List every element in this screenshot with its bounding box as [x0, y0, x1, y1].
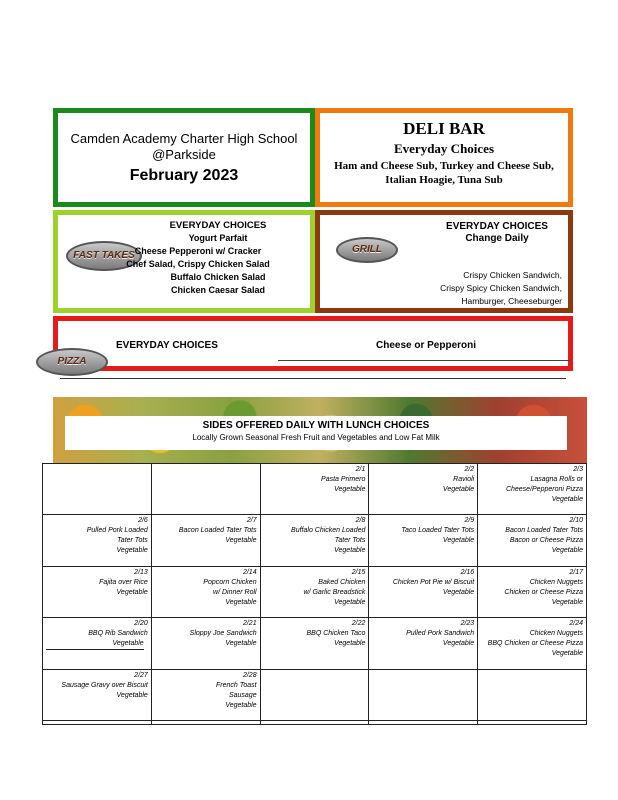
day-date: 2/21 — [242, 620, 257, 628]
menu-line: Cheese/Pepperoni Pizza — [505, 486, 583, 493]
fast-takes-item: Buffalo Chicken Salad — [170, 272, 266, 282]
menu-line: Chicken Nuggets — [529, 630, 583, 638]
fast-takes-item: Yogurt Parfait — [188, 233, 248, 243]
day-date: 2/6 — [138, 517, 148, 525]
fast-takes-badge: FAST TAKES — [66, 241, 142, 271]
day-date: 2/15 — [351, 568, 366, 576]
menu-line: Vegetable — [116, 588, 148, 596]
calendar-day-cell — [260, 721, 369, 725]
pizza-box — [53, 316, 573, 371]
fast-takes-heading: EVERYDAY CHOICES — [169, 220, 267, 231]
calendar-day-cell — [151, 566, 260, 617]
menu-line: Popcorn Chicken — [203, 578, 257, 586]
menu-line: BBQ Chicken or Cheese Pizza — [487, 640, 583, 648]
menu-line: Vegetable — [551, 598, 583, 606]
menu-line: w/ Garlic Breadstick — [303, 588, 366, 596]
fast-takes-list — [126, 219, 288, 297]
menu-line: Vegetable — [551, 547, 583, 555]
menu-line: Chicken Pot Pie w/ Biscuit — [392, 578, 475, 586]
menu-line: Vegetable — [442, 640, 475, 648]
sides-subtitle: Locally Grown Seasonal Fresh Fruit and Vegetables and Low Fat Milk — [192, 433, 440, 442]
sides-banner-image — [53, 397, 587, 463]
calendar-day-cell — [478, 669, 587, 720]
calendar-day-cell — [478, 515, 587, 566]
sides-title: SIDES OFFERED DAILY WITH LUNCH CHOICES — [202, 420, 430, 431]
grill-subheading: Change Daily — [465, 233, 529, 244]
calendar-week — [43, 618, 587, 669]
school-line2: @Parkside — [152, 147, 216, 162]
calendar-day-cell — [260, 464, 369, 515]
calendar-week — [43, 464, 587, 515]
pizza-heading: EVERYDAY CHOICES — [116, 340, 218, 351]
calendar-day-cell — [151, 515, 260, 566]
menu-line: Vegetable — [442, 537, 475, 545]
menu-line: Tater Tots — [334, 537, 366, 545]
day-date: 2/20 — [134, 620, 148, 628]
grill-box — [315, 210, 573, 313]
deli-items-line1: Ham and Cheese Sub, Turkey and Cheese Sub, — [334, 160, 554, 172]
day-date: 2/10 — [569, 517, 583, 525]
calendar-day-cell — [43, 721, 152, 725]
menu-line: Pulled Pork Sandwich — [406, 630, 475, 638]
fast-takes-item: Cheese Pepperoni w/ Cracker — [134, 246, 262, 256]
menu-line: Sausage — [228, 691, 257, 699]
menu-line: Bacon Loaded Tater Tots — [505, 527, 583, 535]
menu-line: Vegetable — [225, 598, 257, 606]
day-date: 2/28 — [242, 671, 257, 679]
sides-banner — [65, 416, 567, 450]
calendar-week — [43, 515, 587, 566]
school-name — [58, 131, 310, 163]
day-date: 2/3 — [573, 466, 583, 473]
menu-line: Fajita over Rice — [99, 578, 148, 586]
day-date: 2/1 — [355, 466, 366, 473]
menu-line: Chicken or Cheese Pizza — [504, 588, 583, 596]
menu-line: Vegetable — [551, 496, 583, 503]
grill-heading: EVERYDAY CHOICES — [446, 221, 548, 232]
grill-heading-block — [422, 221, 572, 245]
calendar-day-cell — [369, 515, 478, 566]
school-line1: Camden Academy Charter High School — [70, 131, 298, 146]
grill-badge: GRILL — [336, 237, 398, 263]
calendar-day-cell — [151, 721, 260, 725]
menu-line: Ravioli — [453, 476, 475, 483]
calendar-day-cell — [260, 566, 369, 617]
pizza-underline — [278, 360, 570, 361]
menu-line: Vegetable — [442, 588, 475, 596]
grill-items — [440, 269, 562, 308]
day-date: 2/16 — [460, 568, 475, 576]
day-date: 2/22 — [351, 620, 366, 628]
menu-line: French Toast — [215, 681, 257, 689]
calendar-day-cell — [478, 566, 587, 617]
calendar-week — [43, 721, 587, 725]
grill-item: Crispy Chicken Sandwich, — [463, 270, 562, 280]
calendar-day-cell — [369, 566, 478, 617]
menu-line: BBQ Rib Sandwich — [88, 630, 148, 638]
menu-line: Vegetable — [442, 486, 475, 493]
calendar-day-cell — [43, 618, 152, 669]
calendar-day-cell — [369, 721, 478, 725]
school-header — [53, 108, 315, 207]
deli-title: DELI BAR — [403, 119, 485, 138]
day-date: 2/17 — [569, 568, 583, 576]
day-date: 2/7 — [246, 517, 257, 525]
menu-line: Vegetable — [334, 486, 366, 493]
menu-line: Vegetable — [334, 640, 366, 648]
menu-line: Bacon or Cheese Pizza — [509, 537, 583, 545]
divider-line — [60, 378, 566, 379]
calendar-week — [43, 566, 587, 617]
grill-item: Hamburger, Cheeseburger — [461, 296, 562, 306]
menu-line: Vegetable — [225, 537, 257, 545]
menu-month: February 2023 — [129, 167, 239, 184]
calendar-day-cell — [43, 669, 152, 720]
fast-takes-item: Chicken Caesar Salad — [170, 285, 266, 295]
menu-line: Chicken Nuggets — [529, 578, 583, 586]
calendar-week — [43, 669, 587, 720]
menu-line: Vegetable — [334, 598, 366, 606]
menu-line: BBQ Chicken Taco — [306, 630, 366, 638]
menu-line: Bacon Loaded Tater Tots — [178, 527, 257, 535]
fast-takes-box — [53, 210, 315, 313]
calendar-day-cell — [369, 618, 478, 669]
calendar-day-cell — [43, 515, 152, 566]
deli-items-line2: Italian Hoagie, Tuna Sub — [385, 174, 503, 186]
day-date: 2/24 — [569, 620, 583, 628]
menu-line: Vegetable — [225, 701, 257, 709]
deli-subtitle: Everyday Choices — [393, 141, 495, 156]
menu-line: Sloppy Joe Sandwich — [189, 630, 257, 638]
calendar-day-cell — [260, 618, 369, 669]
menu-line: Pasta Primero — [321, 476, 366, 483]
pizza-badge: PIZZA — [36, 348, 108, 376]
day-date: 2/8 — [355, 517, 366, 525]
day-date: 2/23 — [460, 620, 475, 628]
calendar-day-cell — [369, 464, 478, 515]
menu-line: Pulled Pork Loaded — [86, 527, 148, 535]
grill-item: Crispy Spicy Chicken Sandwich, — [440, 283, 562, 293]
menu-line: Vegetable — [116, 691, 148, 699]
menu-line: Lasagna Rolls or — [530, 476, 583, 483]
calendar-day-cell — [260, 669, 369, 720]
deli-bar-box — [315, 108, 573, 207]
pizza-choice: Cheese or Pepperoni — [376, 340, 477, 351]
day-date: 2/14 — [242, 568, 257, 576]
calendar-day-cell — [478, 721, 587, 725]
lunch-calendar — [42, 463, 587, 725]
calendar-day-cell — [151, 618, 260, 669]
calendar-day-cell — [43, 566, 152, 617]
day-date: 2/13 — [134, 568, 148, 576]
menu-line: Tater Tots — [117, 537, 148, 545]
menu-line: Taco Loaded Tater Tots — [401, 527, 475, 535]
menu-line: Vegetable — [225, 640, 257, 648]
day-date: 2/9 — [464, 517, 475, 525]
calendar-day-cell — [260, 515, 369, 566]
menu-line: Buffalo Chicken Loaded — [291, 527, 366, 535]
menu-line: Vegetable — [46, 639, 144, 650]
menu-line: Sausage Gravy over Biscuit — [61, 681, 148, 689]
fast-takes-item: Chef Salad, Crispy Chicken Salad — [126, 259, 270, 269]
menu-line: w/ Dinner Roll — [213, 588, 257, 596]
day-date: 2/2 — [464, 466, 475, 473]
menu-line: Vegetable — [334, 547, 366, 555]
calendar-day-cell — [151, 669, 260, 720]
menu-line: Vegetable — [116, 547, 148, 555]
calendar-day-cell — [43, 464, 152, 515]
menu-line: Vegetable — [551, 650, 583, 658]
deli-items — [320, 159, 568, 187]
calendar-day-cell — [369, 669, 478, 720]
menu-line: Baked Chicken — [318, 578, 366, 586]
day-date: 2/27 — [134, 671, 148, 679]
calendar-day-cell — [478, 464, 587, 515]
calendar-day-cell — [151, 464, 260, 515]
calendar-day-cell — [478, 618, 587, 669]
